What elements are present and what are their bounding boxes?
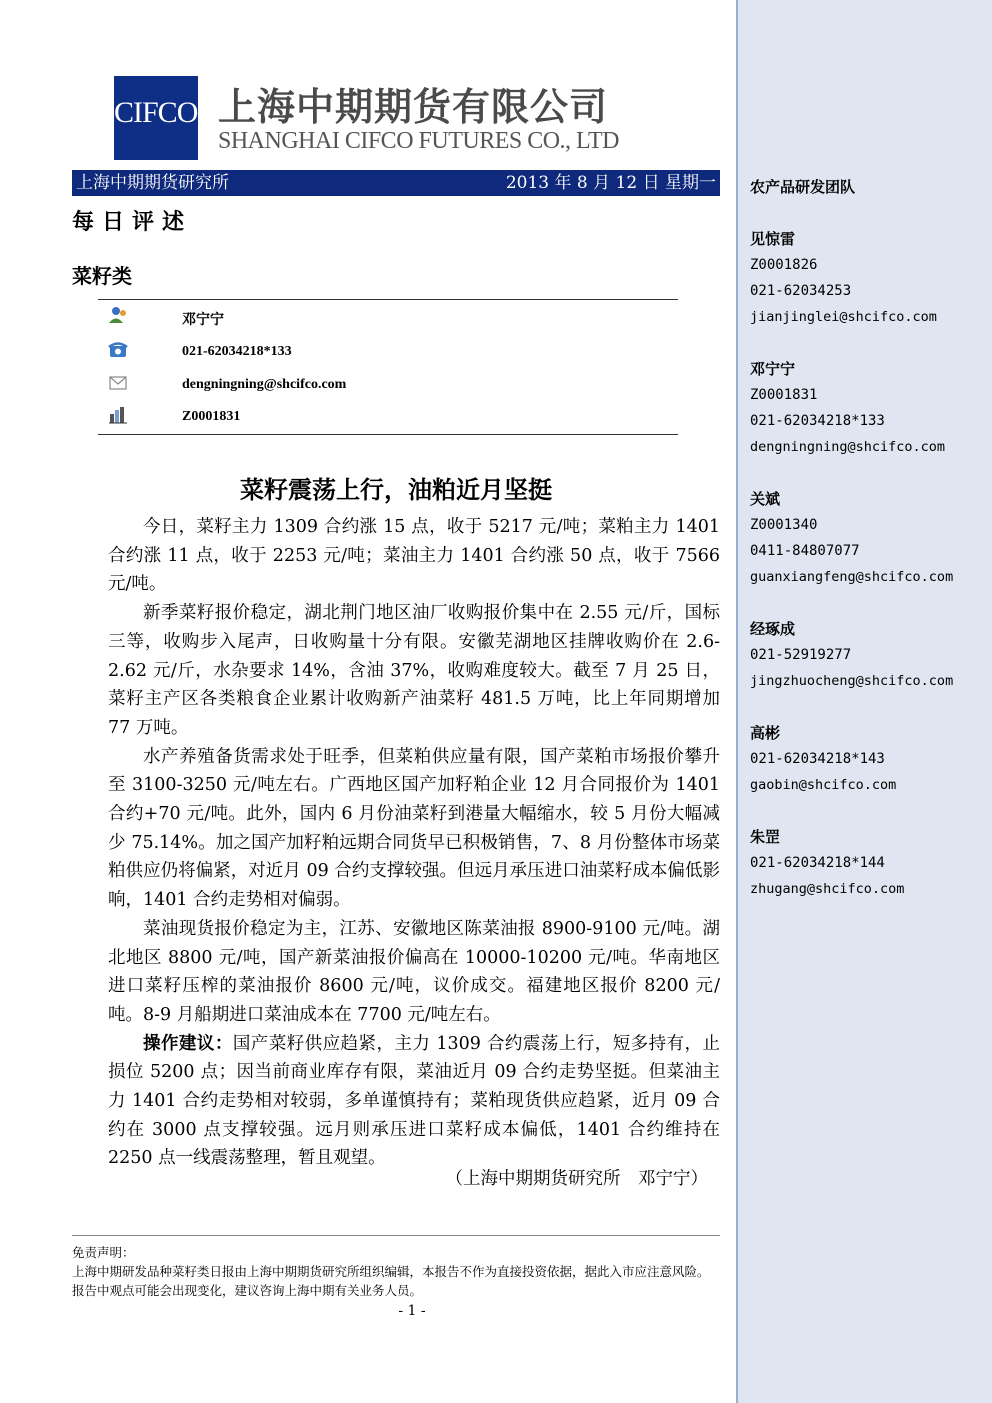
envelope-icon xyxy=(108,374,128,392)
contact-email[interactable]: zhugang@shcifco.com xyxy=(750,881,905,897)
author-name-row xyxy=(98,304,678,330)
contact-card xyxy=(750,824,904,902)
author-info-box xyxy=(98,299,678,435)
category-title: 菜籽类 xyxy=(72,264,132,288)
institute-name: 上海中期期货研究所 xyxy=(76,173,229,193)
contact-email[interactable]: dengningning@shcifco.com xyxy=(750,439,946,455)
page-number: - 1 - xyxy=(398,1303,426,1319)
author-name: 邓宁宁 xyxy=(182,313,224,328)
contact-name: 见惊雷 xyxy=(750,230,796,248)
author-license: Z0001831 xyxy=(182,409,241,424)
article-headline: 菜籽震荡上行，油粕近月坚挺 xyxy=(240,475,552,504)
contact-email[interactable]: gaobin@shcifco.com xyxy=(750,777,897,793)
contact-name: 邓宁宁 xyxy=(750,360,796,378)
contact-phone: 021-62034218*144 xyxy=(750,855,885,871)
contact-phone: 0411-84807077 xyxy=(750,543,860,559)
disclaimer-title: 免责声明： xyxy=(72,1245,135,1260)
contact-phone: 021-62034253 xyxy=(750,283,852,299)
telephone-icon xyxy=(108,341,128,359)
company-name-en: SHANGHAI CIFCO FUTURES CO., LTD xyxy=(218,128,619,154)
paragraph: 今日，菜籽主力 1309 合约涨 15 点，收于 5217 元/吨；菜粕主力 1401 合约涨 11 点，收于 2253 元/吨；菜油主力 1401 合约涨 50 点，收于 7566 元/吨。 xyxy=(108,517,720,595)
contact-name: 高彬 xyxy=(750,724,781,742)
footer-divider xyxy=(72,1235,720,1236)
research-team-sidebar xyxy=(736,0,992,1403)
contact-card xyxy=(750,226,937,330)
contact-name: 关斌 xyxy=(750,490,781,508)
sidebar-title: 农产品研发团队 xyxy=(750,178,856,196)
disclaimer-text: 上海中期研发品种菜籽类日报由上海中期期货研究所组织编辑，本报告不作为直接投资依据，据此入市应注意风险。报告中观点可能会出现变化，建议咨询上海中期有关业务人员。 xyxy=(72,1264,710,1298)
contact-email[interactable]: jingzhuocheng@shcifco.com xyxy=(750,673,954,689)
article-body xyxy=(108,513,720,1173)
company-logo xyxy=(114,76,198,160)
contact-license: Z0001826 xyxy=(750,257,818,273)
contact-card xyxy=(750,486,953,590)
author-phone: 021-62034218*133 xyxy=(182,344,292,359)
paragraph-recommendation xyxy=(108,1030,720,1174)
contact-email[interactable]: guanxiangfeng@shcifco.com xyxy=(750,569,954,585)
author-phone-row xyxy=(98,339,678,365)
contact-phone: 021-52919277 xyxy=(750,647,852,663)
bar-chart-icon xyxy=(108,406,128,424)
author-email-row xyxy=(98,372,678,398)
recommendation-label: 操作建议： xyxy=(143,1033,233,1054)
article-signature: （上海中期期货研究所 邓宁宁） xyxy=(445,1169,708,1189)
contact-card xyxy=(750,616,953,694)
contact-license: Z0001340 xyxy=(750,517,818,533)
report-banner xyxy=(72,170,720,196)
contact-phone: 021-62034218*133 xyxy=(750,413,885,429)
contact-name: 经琢成 xyxy=(750,620,796,638)
contact-email[interactable]: jianjinglei@shcifco.com xyxy=(750,309,937,325)
logo-text: CIFCO xyxy=(114,96,198,129)
contact-license: Z0001831 xyxy=(750,387,818,403)
paragraph: 菜油现货报价稳定为主，江苏、安徽地区陈菜油报 8900-9100 元/吨。湖北地区 8800 元/吨，国产新菜油报价偏高在 10000-10200 元/吨。华南地区进口菜籽压榨的菜油报价 8600 元/吨，议价成交。福建地区报价 8200 元/吨。8-9 月船期进口菜油成本在 7700 元/吨左右。 xyxy=(108,918,720,1025)
recommendation-text: 国产菜籽供应趋紧，主力 1309 合约震荡上行，短多持有，止损位 5200 点；因当前商业库存有限，菜油近月 09 合约走势坚挺。但菜油主力 1401 合约走势相对较弱，多单谨慎持有；菜粕现货供应趋紧，近月 09 合约在 3000 点支撑较强。远月则承压进口菜籽成本偏低，1401 合约维持在 2250 点一线震荡整理，暂且观望。 xyxy=(108,1033,720,1169)
paragraph: 新季菜籽报价稳定，湖北荆门地区油厂收购报价集中在 2.55 元/斤，国标三等，收购步入尾声，日收购量十分有限。安徽芜湖地区挂牌收购价在 2.6-2.62 元/斤，水杂要求 14%，含油 37%，收购难度较大。截至 7 月 25 日，菜籽主产区各类粮食企业累计收购新产油菜籽 481.5 万吨，比上年同期增加 77 万吨。 xyxy=(108,603,720,738)
contact-card xyxy=(750,356,945,460)
contact-card xyxy=(750,720,896,798)
paragraph: 水产养殖备货需求处于旺季，但菜粕供应量有限，国产菜粕市场报价攀升至 3100-3250 元/吨左右。广西地区国产加籽粕企业 12 月合同报价为 1401 合约+70 元/吨。此外，国内 6 月份油菜籽到港量大幅缩水，较 5 月份大幅减少 75.14%。加之国产加籽粕远期合同货早已积极销售，7、8 月份整体市场菜粕供应仍将偏紧，对近月 09 合约支撑较强。但远月承压进口油菜籽成本偏低影响，1401 合约走势相对偏弱。 xyxy=(108,746,720,911)
author-email[interactable]: dengningning@shcifco.com xyxy=(182,377,347,392)
contact-phone: 021-62034218*143 xyxy=(750,751,885,767)
section-title: 每日评述 xyxy=(72,209,193,235)
contact-name: 朱罡 xyxy=(750,828,781,846)
disclaimer xyxy=(72,1243,720,1300)
report-date: 2013 年 8 月 12 日 星期一 xyxy=(505,173,716,193)
author-license-row xyxy=(98,404,678,430)
company-name-cn: 上海中期期货有限公司 xyxy=(218,85,609,129)
person-icon xyxy=(108,306,128,324)
